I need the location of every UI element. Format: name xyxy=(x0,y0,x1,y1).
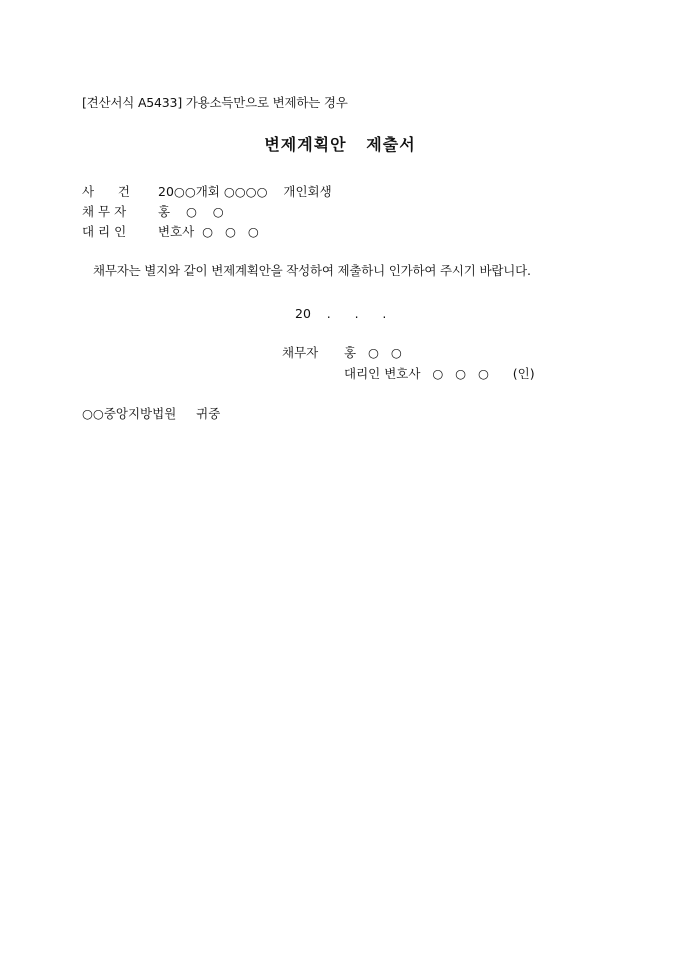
date-line: 20 . . . xyxy=(295,306,387,321)
signature-agent-line: 대리인 변호사 ○ ○ ○ (인) xyxy=(344,366,535,381)
signature-debtor-label: 채무자 xyxy=(282,345,319,360)
agent-field-value: 변호사 ○ ○ ○ xyxy=(158,224,259,239)
agent-field-label: 대 리 인 xyxy=(82,224,127,239)
case-value: 20○○개회 ○○○○ 개인회생 xyxy=(158,184,332,199)
request-paragraph: 채무자는 별지와 같이 변제계획안을 작성하여 제출하니 인가하여 주시기 바랍니다. xyxy=(93,263,531,278)
signature-debtor-name: 홍 ○ ○ xyxy=(344,345,402,360)
court-addressee: ○○중앙지방법원 귀중 xyxy=(82,406,221,421)
debtor-field-label: 채 무 자 xyxy=(82,204,127,219)
case-label: 사 건 xyxy=(82,184,130,199)
document-title: 변제계획안 제출서 xyxy=(264,135,416,154)
debtor-field-value: 홍 ○ ○ xyxy=(158,204,224,219)
form-header-note: [견산서식 A5433] 가용소득만으로 변제하는 경우 xyxy=(82,95,348,110)
